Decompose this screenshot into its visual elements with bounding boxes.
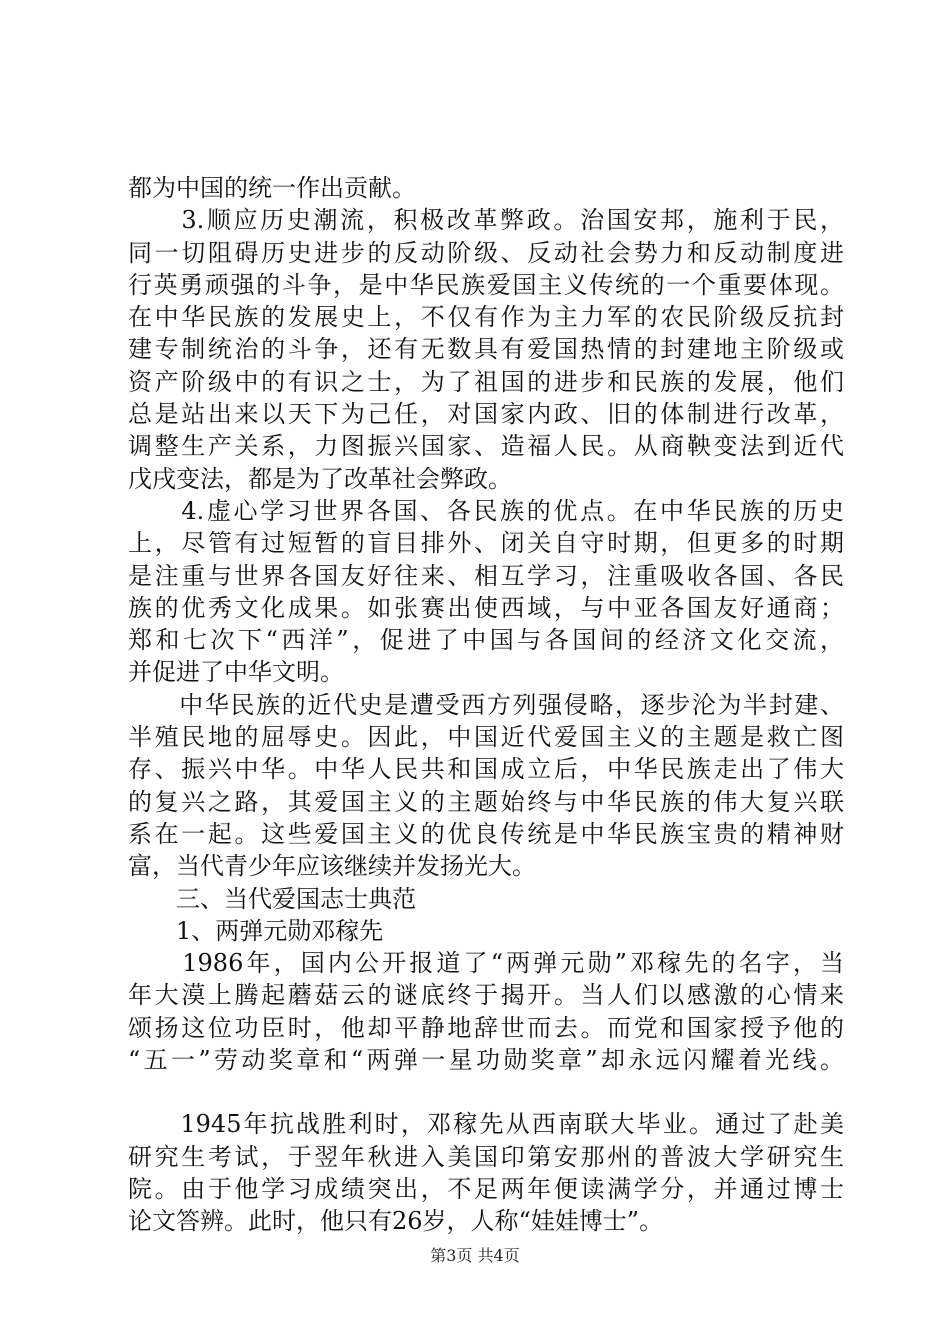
text-line: 并促进了中华文明。 bbox=[128, 658, 344, 687]
text-line: 族的优秀文化成果。如张赛出使西域，与中亚各国友好通商； bbox=[128, 593, 844, 622]
text-line: 在中华民族的发展史上，不仅有作为主力军的农民阶级反抗封 bbox=[128, 303, 844, 332]
text-line: 郑和七次下“西洋”，促进了中国与各国间的经济文化交流， bbox=[128, 626, 844, 655]
text-line: 1945年抗战胜利时，邓稼先从西南联大毕业。通过了赴美 bbox=[128, 1110, 844, 1139]
text-line: 研究生考试，于翌年秋进入美国印第安那州的普波大学研究生 bbox=[128, 1142, 844, 1171]
document-body bbox=[128, 172, 844, 1238]
text-line: 同一切阻碍历史进步的反动阶级、反动社会势力和反动制度进 bbox=[128, 238, 844, 267]
text-line: 4.虚心学习世界各国、各民族的优点。在中华民族的历史 bbox=[128, 496, 844, 525]
text-line: 富，当代青少年应该继续并发扬光大。 bbox=[128, 852, 536, 881]
text-line: 年大漠上腾起蘑菇云的谜底终于揭开。当人们以感激的心情来 bbox=[128, 981, 844, 1010]
text-line: 戊戌变法，都是为了改革社会弊政。 bbox=[128, 464, 512, 493]
paragraph-gap bbox=[128, 1076, 844, 1108]
text-line: 三、当代爱国志士典范 bbox=[128, 884, 416, 913]
text-line: 3.顺应历史潮流，积极改革弊政。治国安邦，施利于民， bbox=[128, 206, 844, 235]
text-line: 行英勇顽强的斗争，是中华民族爱国主义传统的一个重要体现。 bbox=[128, 270, 844, 299]
text-line: 半殖民地的屈辱史。因此，中国近代爱国主义的主题是救亡图 bbox=[128, 723, 844, 752]
text-line: 论文答辨。此时，他只有26岁，人称“娃娃博士”。 bbox=[128, 1207, 664, 1236]
text-line: 上，尽管有过短暂的盲目排外、闭关自守时期，但更多的时期 bbox=[128, 529, 844, 558]
text-line: 系在一起。这些爱国主义的优良传统是中华民族宝贵的精神财 bbox=[128, 819, 844, 848]
text-line: 存、振兴中华。中华人民共和国成立后，中华民族走出了伟大 bbox=[128, 755, 844, 784]
text-line: 院。由于他学习成绩突出，不足两年便读满学分，并通过博士 bbox=[128, 1174, 844, 1203]
text-line: 中华民族的近代史是遭受西方列强侵略，逐步沦为半封建、 bbox=[128, 690, 844, 719]
text-line: 建专制统治的斗争，还有无数具有爱国热情的封建地主阶级或 bbox=[128, 335, 844, 364]
page-footer: 第3页 共4页 bbox=[430, 1246, 520, 1265]
text-line: “五一”劳动奖章和“两弹一星功勋奖章”却永远闪耀着光线。 bbox=[128, 1046, 844, 1075]
text-line: 是注重与世界各国友好往来、相互学习，注重吸收各国、各民 bbox=[128, 561, 844, 590]
text-line: 调整生产关系，力图振兴国家、造福人民。从商鞅变法到近代 bbox=[128, 432, 844, 461]
text-line: 1、两弹元勋邓稼先 bbox=[128, 916, 384, 945]
text-line: 颂扬这位功臣时，他却平静地辞世而去。而党和国家授予他的 bbox=[128, 1013, 844, 1042]
text-line: 的复兴之路，其爱国主义的主题始终与中华民族的伟大复兴联 bbox=[128, 787, 844, 816]
text-line: 总是站出来以天下为己任，对国家内政、旧的体制进行改革， bbox=[128, 400, 844, 429]
text-line: 1986年，国内公开报道了“两弹元勋”邓稼先的名字，当 bbox=[128, 949, 844, 978]
text-line: 都为中国的统一作出贡献。 bbox=[128, 174, 416, 202]
text-line: 资产阶级中的有识之士，为了祖国的进步和民族的发展，他们 bbox=[128, 367, 844, 396]
